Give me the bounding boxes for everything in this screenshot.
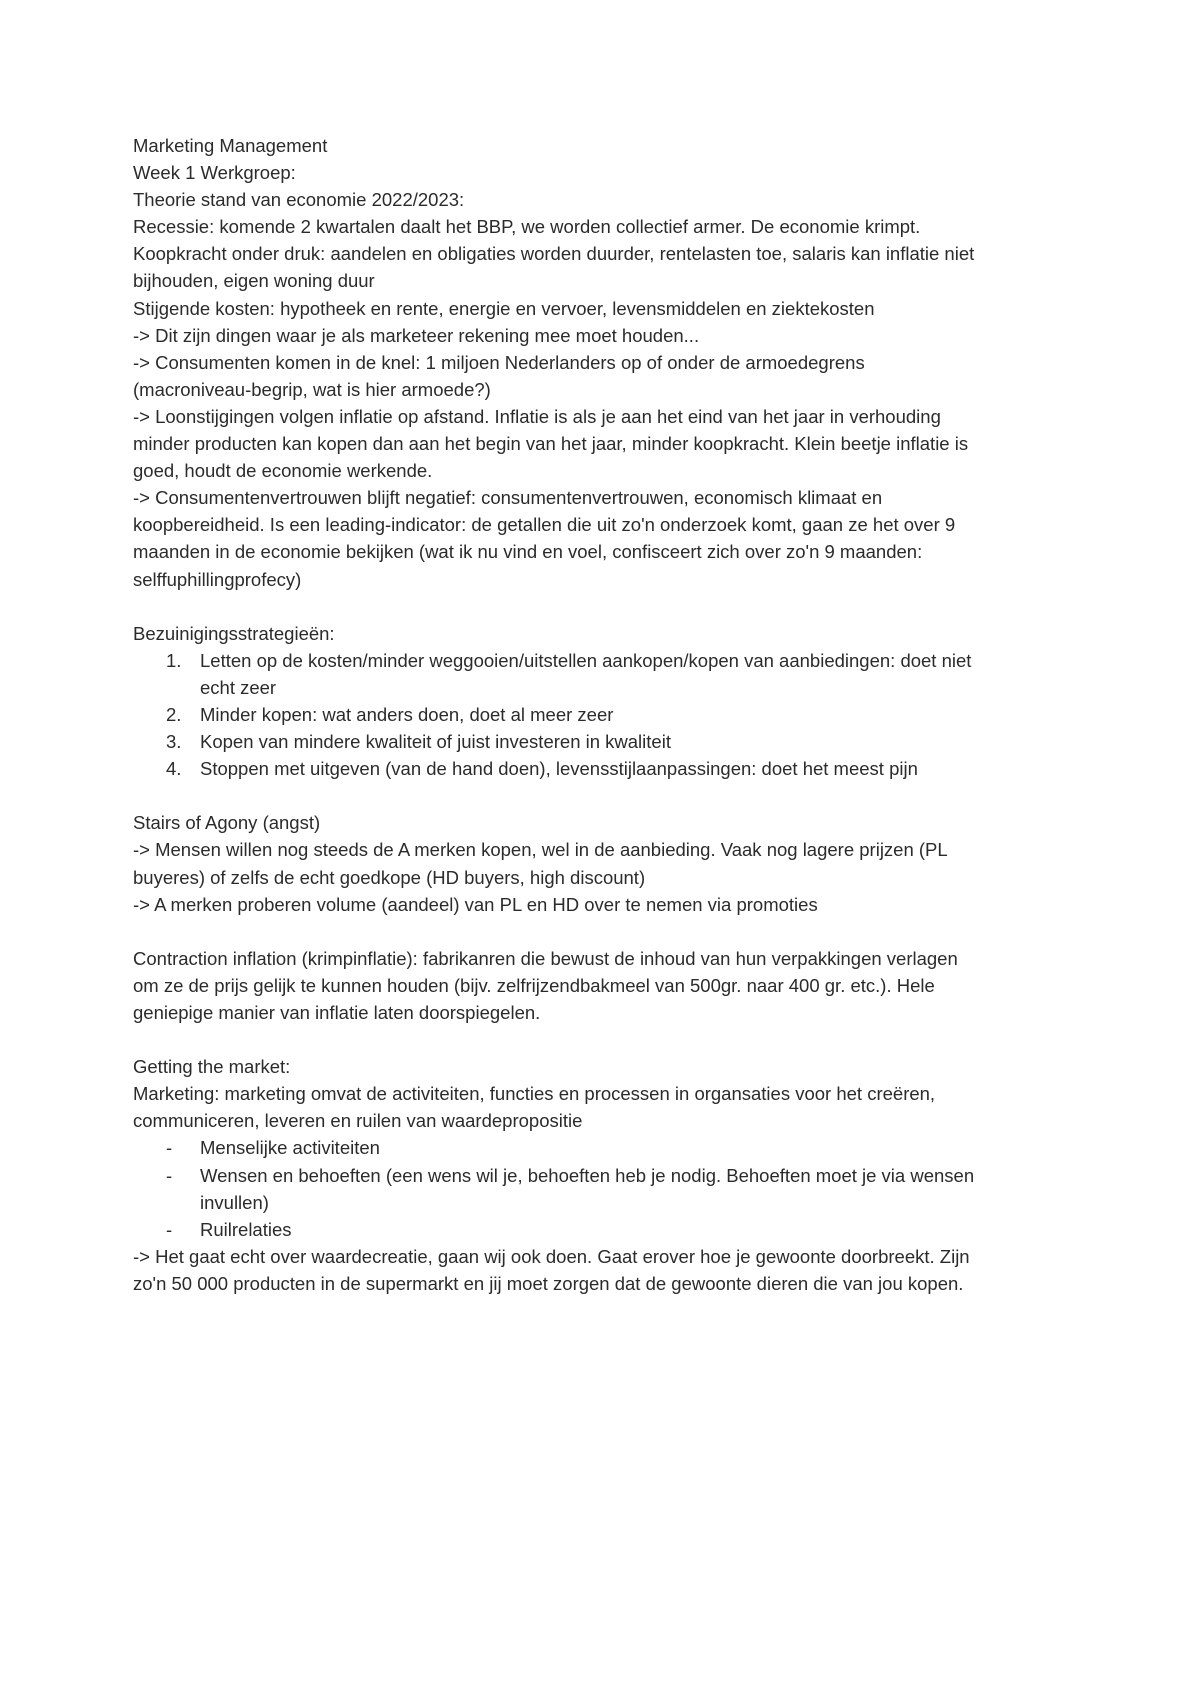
wage-inflation-note: -> Loonstijgingen volgen inflatie op afstand. Inflatie is als je aan het eind van het jaar in verhouding minder producten kan kopen dan aan het begin van het jaar, minder koopkracht. Klein beetje inflatie is goed, houdt de economie werkende.	[133, 405, 969, 482]
list-number: 1.	[166, 649, 182, 671]
stairs-of-agony-heading: Stairs of Agony (angst)	[133, 812, 321, 834]
list-item-text: Menselijke activiteiten	[200, 1137, 380, 1159]
document-body	[133, 132, 983, 1297]
savings-strategies-list	[133, 647, 983, 782]
list-item-text: Letten op de kosten/minder weggooien/uitstellen aankopen/kopen van aanbiedingen: doet niet echt zeer	[200, 649, 972, 698]
list-item-text: Wensen en behoeften (een wens wil je, behoeften heb je nodig. Behoeften moet je via wensen invullen)	[200, 1164, 975, 1213]
list-item-text: Minder kopen: wat anders doen, doet al meer zeer	[200, 703, 614, 725]
list-item	[133, 728, 983, 755]
list-item	[133, 1216, 983, 1243]
list-number: 2.	[166, 703, 182, 725]
blank-line	[133, 593, 983, 620]
a-brands-note: -> Mensen willen nog steeds de A merken kopen, wel in de aanbieding. Vaak nog lagere prijzen (PL buyeres) of zelfs de echt goedkope (HD buyers, high discount)	[133, 839, 947, 888]
list-item	[133, 647, 983, 701]
list-item-text: Stoppen met uitgeven (van de hand doen), levensstijlaanpassingen: doet het meest pijn	[200, 758, 918, 780]
consumer-confidence-note: -> Consumentenvertrouwen blijft negatief: consumentenvertrouwen, economisch klimaat en koopbereidheid. Is een leading-indicator: de getallen die uit zo'n onderzoek komt, gaan ze het over 9 maanden in de economie bekijken (wat ik nu vind en voel, confisceert zich over zo'n 9 maanden: selffuphillingprofecy)	[133, 487, 956, 590]
theory-heading: Theorie stand van economie 2022/2023:	[133, 189, 465, 211]
marketing-aspects-list	[133, 1134, 983, 1242]
savings-strategies-heading: Bezuinigingsstrategieën:	[133, 622, 335, 644]
list-item-text: Ruilrelaties	[200, 1218, 292, 1240]
marketing-definition: Marketing: marketing omvat de activiteiten, functies en processen in organsaties voor het creëren, communiceren, leveren en ruilen van waardepropositie	[133, 1083, 936, 1132]
blank-line	[133, 918, 983, 945]
list-item	[133, 1134, 983, 1161]
list-item	[133, 755, 983, 782]
marketer-note: -> Dit zijn dingen waar je als marketeer rekening mee moet houden...	[133, 324, 700, 346]
list-number: 3.	[166, 731, 182, 753]
getting-the-market-heading: Getting the market:	[133, 1056, 291, 1078]
value-creation-note: -> Het gaat echt over waardecreatie, gaan wij ook doen. Gaat erover hoe je gewoonte doorbreekt. Zijn zo'n 50 000 producten in de supermarkt en jij moet zorgen dat de gewoonte dieren die van jou kopen.	[133, 1245, 970, 1294]
list-number: 4.	[166, 758, 182, 780]
a-brands-volume-note: -> A merken proberen volume (aandeel) van PL en HD over te nemen via promoties	[133, 893, 818, 915]
document-title: Marketing Management	[133, 135, 328, 156]
week-heading: Week 1 Werkgroep:	[133, 162, 296, 184]
dash-bullet: -	[166, 1164, 173, 1186]
blank-line	[133, 782, 983, 809]
list-item	[133, 1162, 983, 1216]
list-item-text: Kopen van mindere kwaliteit of juist investeren in kwaliteit	[200, 731, 671, 753]
list-item	[133, 701, 983, 728]
rising-costs-paragraph: Stijgende kosten: hypotheek en rente, energie en vervoer, levensmiddelen en ziektekosten	[133, 297, 875, 319]
dash-bullet: -	[166, 1137, 173, 1159]
contraction-inflation-paragraph: Contraction inflation (krimpinflatie): fabrikanren die bewust de inhoud van hun verpakkingen verlagen om ze de prijs gelijk te kunnen houden (bijv. zelfrijzendbakmeel van 500gr. naar 400 gr. etc.). Hele geniepige manier van inflatie laten doorspiegelen.	[133, 947, 958, 1023]
consumers-squeeze-note: -> Consumenten komen in de knel: 1 miljoen Nederlanders op of onder de armoedegrens (macroniveau-begrip, wat is hier armoede?)	[133, 351, 865, 400]
blank-line	[133, 1026, 983, 1053]
recession-paragraph: Recessie: komende 2 kwartalen daalt het BBP, we worden collectief armer. De economie krimpt.	[133, 216, 921, 238]
dash-bullet: -	[166, 1218, 173, 1240]
purchasing-power-paragraph: Koopkracht onder druk: aandelen en obligaties worden duurder, rentelasten toe, salaris kan inflatie niet bijhouden, eigen woning duur	[133, 243, 975, 292]
